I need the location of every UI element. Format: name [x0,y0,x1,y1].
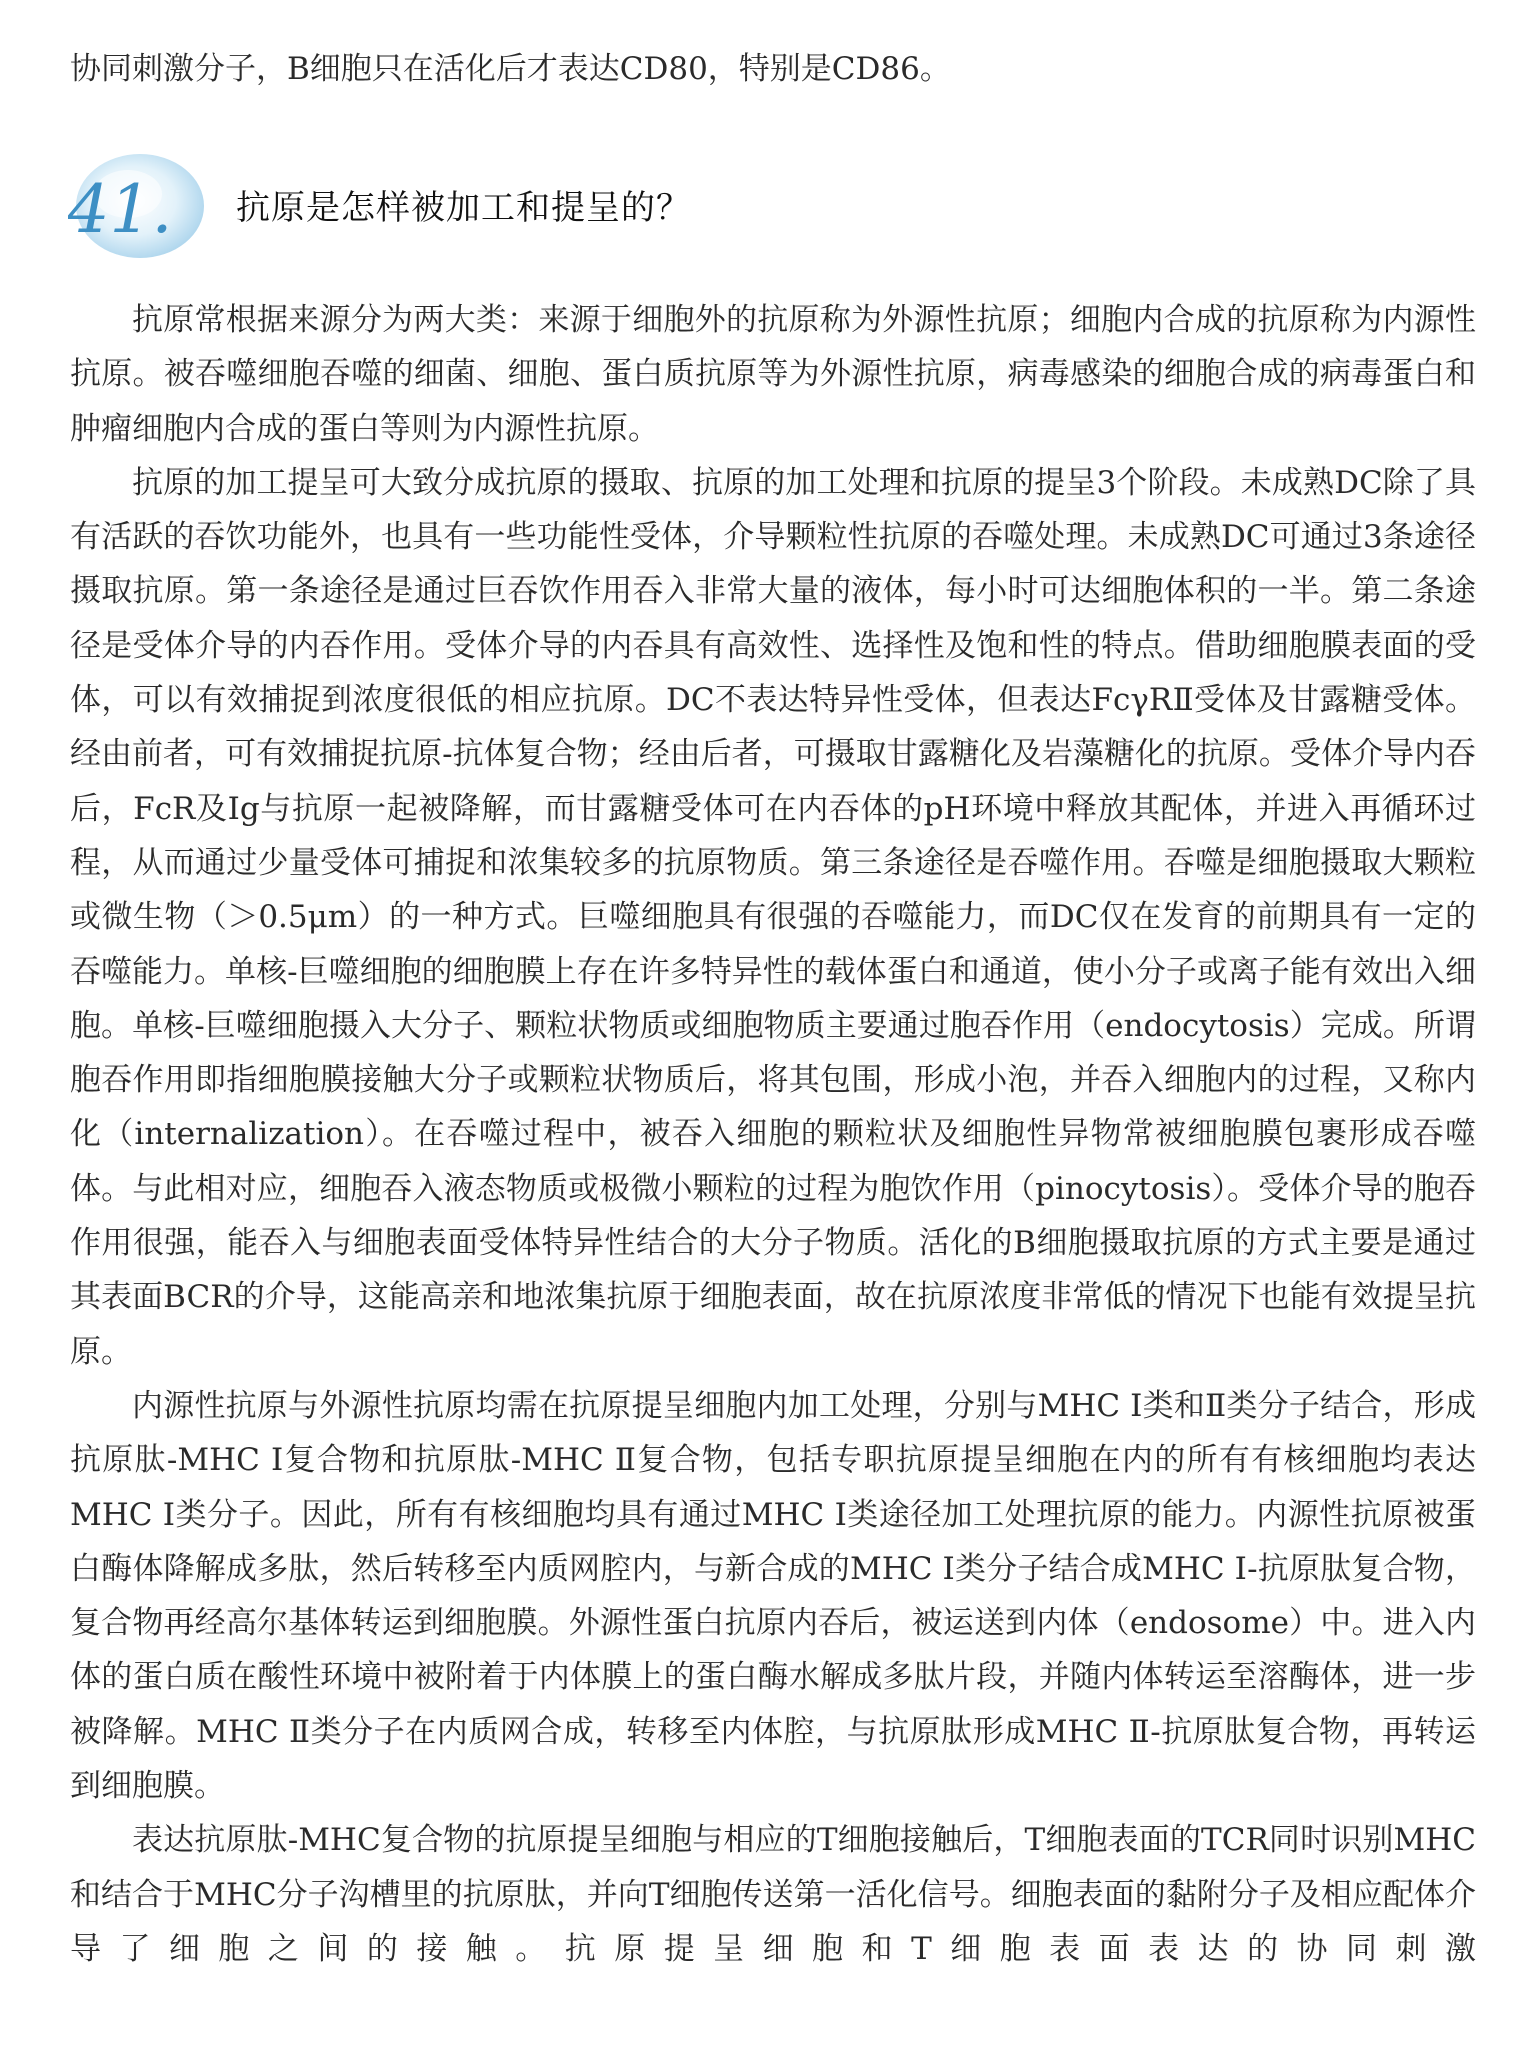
section-title: 抗原是怎样被加工和提呈的？ [236,188,691,228]
section-header [68,148,1474,268]
paragraph-3: 内源性抗原与外源性抗原均需在抗原提呈细胞内加工处理，分别与MHC Ⅰ类和Ⅱ类分子结合，形成抗原肽-MHC Ⅰ复合物和抗原肽-MHC Ⅱ复合物，包括专职抗原提呈细胞在内的所有有核细胞均表达MHC Ⅰ类分子。因此，所有有核细胞均具有通过MHC Ⅰ类途径加工处理抗原的能力。内源性抗原被蛋白酶体降解成多肽，然后转移至内质网腔内，与新合成的MHC Ⅰ类分子结合成MHC Ⅰ-抗原肽复合物，复合物再经高尔基体转运到细胞膜。外源性蛋白抗原内吞后，被运送到内体（endosome）中。进入内体的蛋白质在酸性环境中被附着于内体膜上的蛋白酶水解成多肽片段，并随内体转运至溶酶体，进一步被降解。MHC Ⅱ类分子在内质网合成，转移至内体腔，与抗原肽形成MHC Ⅱ-抗原肽复合物，再转运到细胞膜。 [70,1387,1476,1805]
paragraph-4: 表达抗原肽-MHC复合物的抗原提呈细胞与相应的T细胞接触后，T细胞表面的TCR同时识别MHC和结合于MHC分子沟槽里的抗原肽，并向T细胞传送第一活化信号。细胞表面的黏附分子及相应配体介导了细胞之间的接触。抗原提呈细胞和T细胞表面表达的协同刺激 [70,1822,1476,1967]
article-body [70,293,1476,1976]
continued-paragraph-fragment: 协同刺激分子，B细胞只在活化后才表达CD80，特别是CD86。 [70,51,951,87]
section-badge-icon [68,148,208,268]
paragraph-2: 抗原的加工提呈可大致分成抗原的摄取、抗原的加工处理和抗原的提呈3个阶段。未成熟DC除了具有活跃的吞饮功能外，也具有一些功能性受体，介导颗粒性抗原的吞噬处理。未成熟DC可通过3条途径摄取抗原。第一条途径是通过巨吞饮作用吞入非常大量的液体，每小时可达细胞体积的一半。第二条途径是受体介导的内吞作用。受体介导的内吞具有高效性、选择性及饱和性的特点。借助细胞膜表面的受体，可以有效捕捉到浓度很低的相应抗原。DC不表达特异性受体，但表达FcγRⅡ受体及甘露糖受体。经由前者，可有效捕捉抗原-抗体复合物；经由后者，可摄取甘露糖化及岩藻糖化的抗原。受体介导内吞后，FcR及Ig与抗原一起被降解，而甘露糖受体可在内吞体的pH环境中释放其配体，并进入再循环过程，从而通过少量受体可捕捉和浓集较多的抗原物质。第三条途径是吞噬作用。吞噬是细胞摄取大颗粒或微生物（＞0.5μm）的一种方式。巨噬细胞具有很强的吞噬能力，而DC仅在发育的前期具有一定的吞噬能力。单核-巨噬细胞的细胞膜上存在许多特异性的载体蛋白和通道，使小分子或离子能有效出入细胞。单核-巨噬细胞摄入大分子、颗粒状物质或细胞物质主要通过胞吞作用（endocytosis）完成。所谓胞吞作用即指细胞膜接触大分子或颗粒状物质后，将其包围，形成小泡，并吞入细胞内的过程，又称内化（internalization）。在吞噬过程中，被吞入细胞的颗粒状及细胞性异物常被细胞膜包裹形成吞噬体。与此相对应，细胞吞入液态物质或极微小颗粒的过程为胞饮作用（pinocytosis）。受体介导的胞吞作用很强，能吞入与细胞表面受体特异性结合的大分子物质。活化的B细胞摄取抗原的方式主要是通过其表面BCR的介导，这能高亲和地浓集抗原于细胞表面，故在抗原浓度非常低的情况下也能有效提呈抗原。 [70,464,1476,1370]
paragraph-1: 抗原常根据来源分为两大类：来源于细胞外的抗原称为外源性抗原；细胞内合成的抗原称为内源性抗原。被吞噬细胞吞噬的细菌、细胞、蛋白质抗原等为外源性抗原，病毒感染的细胞合成的病毒蛋白和肿瘤细胞内合成的蛋白等则为内源性抗原。 [70,302,1476,447]
section-number: 41. [68,171,173,248]
section-number-badge [68,148,208,268]
